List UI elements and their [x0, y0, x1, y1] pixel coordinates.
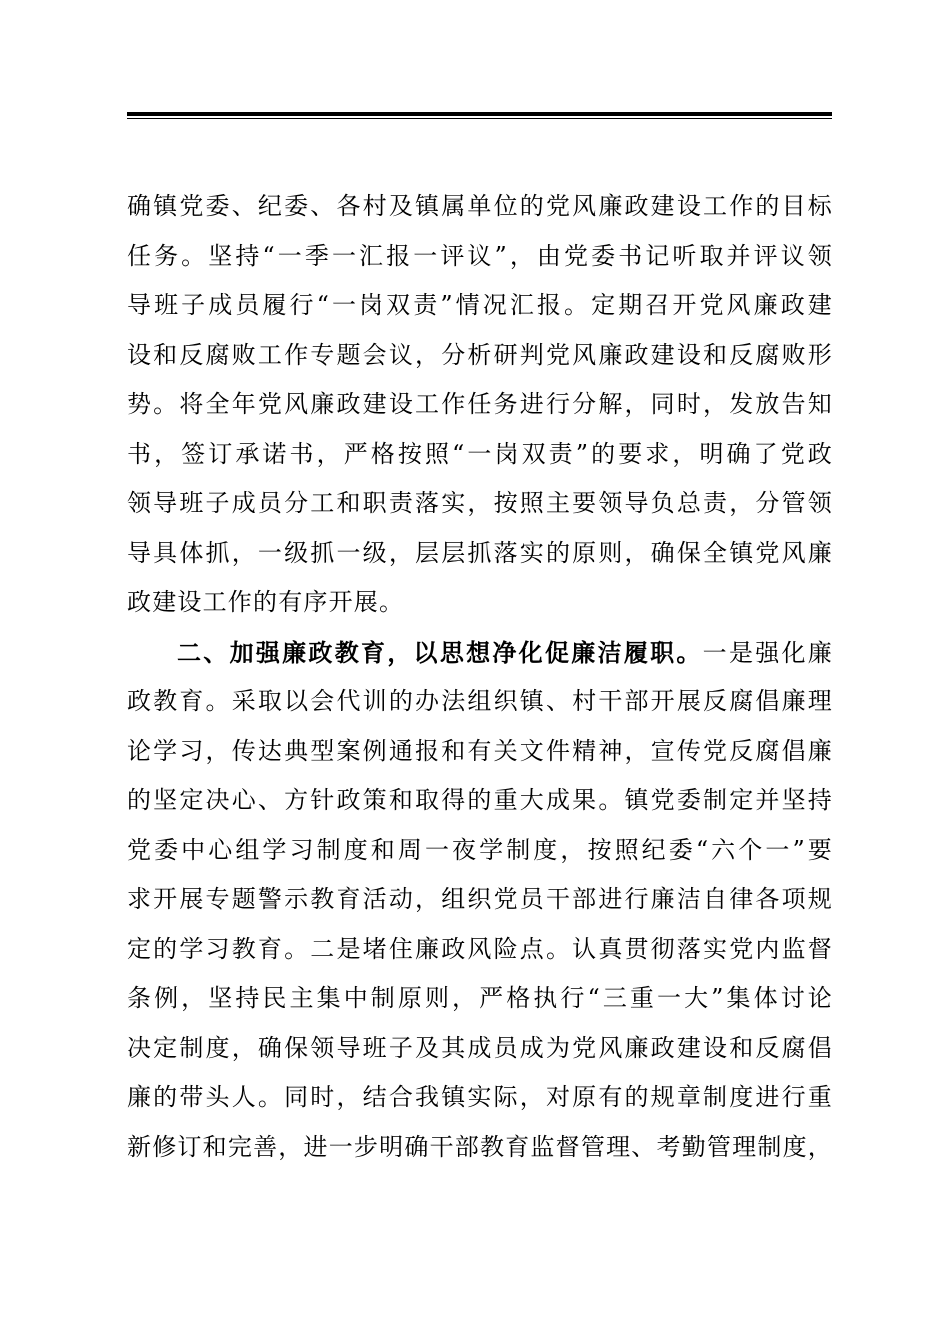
text-line: 领导班子成员分工和职责落实，按照主要领导负总责，分管领: [127, 489, 833, 517]
text-line: 党委中心组学习制度和周一夜学制度，按照纪委“六个一”要: [127, 835, 833, 864]
text-line: 导班子成员履行“一岗双责”情况汇报。定期召开党风廉政建: [127, 291, 833, 319]
text-line-last: 政建设工作的有序开展。: [127, 588, 405, 616]
text-line: 的坚定决心、方针政策和取得的重大成果。镇党委制定并坚持: [127, 786, 833, 814]
text-line: 决定制度，确保领导班子及其成员成为党风廉政建设和反腐倡: [127, 1033, 833, 1062]
text-line: 定的学习教育。二是堵住廉政风险点。认真贯彻落实党内监督: [127, 934, 833, 963]
text-line: 政教育。采取以会代训的办法组织镇、村干部开展反腐倡廉理: [127, 687, 833, 715]
text-line: 条例，坚持民主集中制原则，严格执行“三重一大”集体讨论: [127, 984, 833, 1012]
header-rule-thin: [127, 118, 832, 119]
paragraph-2-first-line: [127, 628, 833, 678]
text-line: 导具体抓，一级抓一级，层层抓落实的原则，确保全镇党风廉: [127, 538, 833, 567]
document-body: [127, 182, 833, 1172]
header-rule-thick: [127, 112, 832, 116]
header-double-rule: [127, 112, 832, 120]
text-line: 确镇党委、纪委、各村及镇属单位的党风廉政建设工作的目标: [127, 192, 833, 220]
paragraph-1: [127, 182, 833, 628]
section-heading-continuation: 一是强化廉: [702, 638, 834, 667]
text-line: 设和反腐败工作专题会议，分析研判党风廉政建设和反腐败形: [127, 340, 833, 369]
text-line: 论学习，传达典型案例通报和有关文件精神，宣传党反腐倡廉: [127, 736, 833, 765]
paragraph-2: [127, 628, 833, 1173]
text-line: 书，签订承诺书，严格按照“一岗双责”的要求，明确了党政: [127, 439, 833, 468]
text-line: 廉的带头人。同时，结合我镇实际，对原有的规章制度进行重: [127, 1083, 833, 1111]
text-line: 势。将全年党风廉政建设工作任务进行分解，同时，发放告知: [127, 390, 833, 418]
text-line: 任务。坚持“一季一汇报一评议”，由党委书记听取并评议领: [127, 241, 833, 270]
text-line: 求开展专题警示教育活动，组织党员干部进行廉洁自律各项规: [127, 885, 833, 913]
text-line: 新修订和完善，进一步明确干部教育监督管理、考勤管理制度，: [127, 1132, 833, 1161]
section-heading: 二、加强廉政教育，以思想净化促廉洁履职。: [177, 637, 703, 667]
